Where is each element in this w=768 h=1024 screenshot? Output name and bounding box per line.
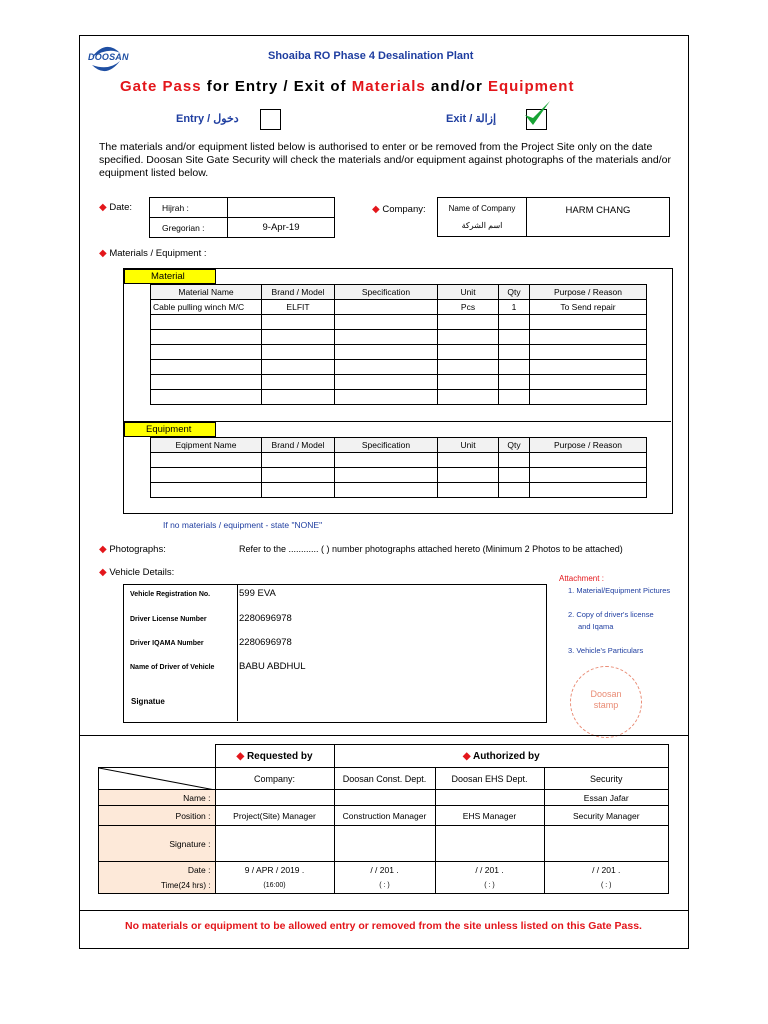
table-cell[interactable]: ( : ) [334, 878, 435, 894]
table-cell[interactable] [499, 360, 530, 375]
col-const-dept: Doosan Const. Dept. [334, 768, 435, 790]
table-cell[interactable] [530, 360, 647, 375]
table-cell[interactable] [262, 483, 335, 498]
check-icon [522, 98, 552, 130]
table-cell[interactable] [530, 468, 647, 483]
table-cell[interactable] [499, 330, 530, 345]
stamp-line-1: Doosan [590, 689, 622, 699]
table-row [151, 375, 647, 390]
table-cell[interactable]: Security Manager [544, 806, 669, 826]
table-cell[interactable] [151, 483, 262, 498]
title-part-4: and/or [425, 78, 488, 95]
none-note: If no materials / equipment - state "NONE" [163, 520, 323, 530]
table-cell[interactable]: / / 201 . [334, 862, 435, 878]
table-cell[interactable]: (16:00) [215, 878, 334, 894]
table-cell[interactable] [335, 360, 438, 375]
hijrah-label: Hijrah : [150, 198, 228, 218]
table-row [151, 360, 647, 375]
table-cell[interactable]: Pcs [438, 300, 499, 315]
table-cell[interactable] [151, 375, 262, 390]
photographs-label-text: Photographs: [109, 544, 166, 555]
table-cell[interactable]: ELFIT [262, 300, 335, 315]
table-cell[interactable] [335, 330, 438, 345]
table-row [151, 300, 647, 315]
table-row [151, 315, 647, 330]
attachment-item: and Iqama [578, 622, 614, 631]
table-cell[interactable] [530, 345, 647, 360]
equipment-tag: Equipment [124, 422, 216, 437]
table-cell[interactable]: 1 [499, 300, 530, 315]
vehicle-reg-label: Vehicle Registration No. [130, 591, 211, 598]
table-cell[interactable] [335, 315, 438, 330]
table-cell[interactable] [530, 315, 647, 330]
col-security: Security [544, 768, 669, 790]
table-cell[interactable] [151, 345, 262, 360]
row-label-time: Time(24 hrs) : [99, 878, 216, 894]
table-cell[interactable] [438, 483, 499, 498]
company-name-value[interactable]: HARM CHANG [527, 198, 670, 237]
col-company: Company: [215, 768, 334, 790]
company-label-text: Company: [382, 204, 426, 215]
table-cell[interactable] [334, 790, 435, 806]
diamond-icon: ◆ [99, 202, 107, 213]
diamond-icon: ◆ [236, 750, 245, 762]
table-cell[interactable] [438, 330, 499, 345]
title-materials: Materials [351, 78, 426, 95]
table-cell[interactable] [215, 826, 334, 862]
gregorian-value[interactable]: 9-Apr-19 [228, 218, 335, 238]
driver-iqama-label: Driver IQAMA Number [130, 640, 204, 647]
diamond-icon: ◆ [372, 204, 380, 215]
table-cell[interactable] [499, 483, 530, 498]
table-cell[interactable] [438, 315, 499, 330]
signoff-table [98, 744, 669, 894]
company-name-label-en: Name of Company [448, 204, 516, 213]
company-name-label-ar: اسم الشركة [461, 221, 503, 230]
attachment-item: 3. Vehicle's Particulars [568, 646, 644, 655]
material-table [150, 284, 647, 405]
table-cell[interactable]: 9 / APR / 2019 . [215, 862, 334, 878]
table-cell[interactable] [435, 790, 544, 806]
table-cell[interactable] [335, 375, 438, 390]
authorized-by-text: Authorized by [472, 750, 540, 762]
attachment-item: 1. Material/Equipment Pictures [568, 586, 671, 595]
table-cell[interactable] [335, 468, 438, 483]
col-unit: Unit [438, 438, 499, 453]
table-cell[interactable] [151, 330, 262, 345]
table-cell[interactable] [151, 390, 262, 405]
diagonal-line [99, 768, 215, 790]
table-cell[interactable] [335, 345, 438, 360]
col-purpose: Purpose / Reason [530, 285, 647, 300]
table-cell[interactable] [530, 390, 647, 405]
table-cell[interactable] [335, 300, 438, 315]
attachment-item: 2. Copy of driver's license [568, 610, 654, 619]
table-cell[interactable] [151, 468, 262, 483]
table-cell[interactable] [151, 360, 262, 375]
vehicle-divider [237, 584, 238, 721]
row-label-date: Date : [99, 862, 216, 878]
table-row [151, 483, 647, 498]
blank-cell [99, 745, 216, 768]
driver-license-value[interactable]: 2280696978 [239, 613, 292, 624]
table-cell[interactable] [438, 453, 499, 468]
col-spec: Specification [335, 285, 438, 300]
col-unit: Unit [438, 285, 499, 300]
table-cell[interactable]: ( : ) [544, 878, 669, 894]
material-table-header [151, 285, 647, 300]
table-cell[interactable]: Construction Manager [334, 806, 435, 826]
table-cell[interactable] [499, 315, 530, 330]
requested-by-text: Requested by [246, 750, 313, 762]
table-cell[interactable]: / / 201 . [544, 862, 669, 878]
table-cell[interactable] [151, 453, 262, 468]
table-cell[interactable] [151, 315, 262, 330]
col-purpose: Purpose / Reason [530, 438, 647, 453]
col-material-name: Material Name [151, 285, 262, 300]
table-cell[interactable] [335, 390, 438, 405]
photographs-text: Refer to the ............ ( ) number photographs attached hereto (Minimum 2 Photos to be attached) [239, 544, 623, 554]
materials-section-label [99, 248, 207, 259]
driver-name-label: Name of Driver of Vehicle [130, 664, 215, 671]
stamp-line-2: stamp [593, 700, 619, 710]
signature-label: Signatue [131, 697, 165, 706]
table-row [151, 345, 647, 360]
hijrah-value[interactable] [228, 198, 335, 218]
attachment-title: Attachment : [559, 574, 604, 583]
vehicle-box [123, 584, 547, 723]
company-label [372, 204, 426, 215]
diamond-icon: ◆ [99, 544, 107, 555]
table-cell[interactable] [262, 360, 335, 375]
title-equipment: Equipment [487, 78, 575, 95]
table-cell[interactable] [499, 345, 530, 360]
diagonal-cell [99, 768, 216, 790]
company-name-label [438, 198, 527, 237]
title-gate-pass: Gate Pass [120, 78, 202, 95]
vehicle-label [99, 567, 174, 578]
date-label [99, 202, 132, 213]
driver-iqama-value[interactable]: 2280696978 [239, 637, 292, 648]
intro-text: The materials and/or equipment listed below is authorised to enter or be removed from the Project Site only on the date specified. Doosan Site Gate Security will check the materials and/or equipment against photographs of the materials and/or equipment listed below. [99, 141, 671, 179]
materials-section-text: Materials / Equipment : [109, 248, 207, 259]
col-equipment-name: Eqipment Name [151, 438, 262, 453]
row-label-position: Position : [99, 806, 216, 826]
vehicle-reg-value[interactable]: 599 EVA [239, 588, 276, 599]
entry-checkbox[interactable] [260, 109, 281, 130]
table-cell[interactable] [499, 468, 530, 483]
table-row [151, 330, 647, 345]
requested-by-header [215, 745, 334, 768]
table-cell[interactable] [262, 390, 335, 405]
col-qty: Qty [499, 285, 530, 300]
table-cell[interactable] [335, 483, 438, 498]
form-title [120, 78, 574, 95]
table-cell[interactable] [262, 315, 335, 330]
gregorian-label: Gregorian : [150, 218, 228, 238]
table-cell[interactable] [499, 390, 530, 405]
table-cell[interactable]: Essan Jafar [544, 790, 669, 806]
table-cell[interactable] [438, 345, 499, 360]
col-ehs-dept: Doosan EHS Dept. [435, 768, 544, 790]
doosan-stamp [570, 666, 642, 738]
table-cell[interactable]: EHS Manager [435, 806, 544, 826]
col-brand: Brand / Model [262, 438, 335, 453]
authorized-by-header [334, 745, 669, 768]
driver-name-value[interactable]: BABU ABDHUL [239, 661, 306, 672]
logo-text: DOOSAN [88, 52, 129, 62]
diamond-icon: ◆ [99, 248, 107, 259]
date-label-text: Date: [109, 202, 133, 213]
table-cell[interactable]: Cable pulling winch M/C [151, 300, 262, 315]
diamond-icon: ◆ [462, 750, 471, 762]
table-cell[interactable] [530, 453, 647, 468]
exit-label: Exit / إزالة [446, 113, 497, 125]
driver-license-label: Driver License Number [130, 616, 207, 623]
table-cell[interactable] [499, 453, 530, 468]
col-qty: Qty [499, 438, 530, 453]
table-cell[interactable] [438, 360, 499, 375]
entry-label: Entry / دخول [176, 113, 239, 125]
section-separator [79, 735, 688, 736]
table-cell[interactable]: Project(Site) Manager [215, 806, 334, 826]
vehicle-label-text: Vehicle Details: [109, 567, 175, 578]
footer-separator [79, 910, 688, 911]
table-cell[interactable] [438, 375, 499, 390]
equipment-table-header [151, 438, 647, 453]
table-cell[interactable]: ( : ) [435, 878, 544, 894]
table-cell[interactable] [215, 790, 334, 806]
table-cell[interactable] [335, 453, 438, 468]
table-cell[interactable] [530, 483, 647, 498]
equipment-table [150, 437, 647, 498]
table-cell[interactable] [262, 375, 335, 390]
table-cell[interactable] [262, 453, 335, 468]
col-brand: Brand / Model [262, 285, 335, 300]
row-label-name: Name : [99, 790, 216, 806]
col-spec: Specification [335, 438, 438, 453]
footer-warning: No materials or equipment to be allowed entry or removed from the site unless listed on this Gate Pass. [125, 920, 642, 932]
table-cell[interactable] [530, 375, 647, 390]
diamond-icon: ◆ [99, 567, 107, 578]
table-cell[interactable] [438, 468, 499, 483]
table-cell[interactable] [544, 826, 669, 862]
table-cell[interactable] [438, 390, 499, 405]
row-label-signature: Signature : [99, 826, 216, 862]
table-row [151, 468, 647, 483]
table-cell[interactable] [435, 826, 544, 862]
plant-name: Shoaiba RO Phase 4 Desalination Plant [268, 50, 474, 62]
title-part-2: for Entry / Exit of [201, 78, 352, 95]
table-cell[interactable]: / / 201 . [435, 862, 544, 878]
table-cell[interactable] [262, 468, 335, 483]
table-cell[interactable] [262, 345, 335, 360]
table-cell[interactable] [530, 330, 647, 345]
table-cell[interactable]: To Send repair [530, 300, 647, 315]
table-row [151, 453, 647, 468]
material-tag: Material [124, 269, 216, 284]
table-cell[interactable] [499, 375, 530, 390]
photographs-label [99, 544, 166, 555]
table-cell[interactable] [262, 330, 335, 345]
table-row [151, 390, 647, 405]
table-cell[interactable] [334, 826, 435, 862]
